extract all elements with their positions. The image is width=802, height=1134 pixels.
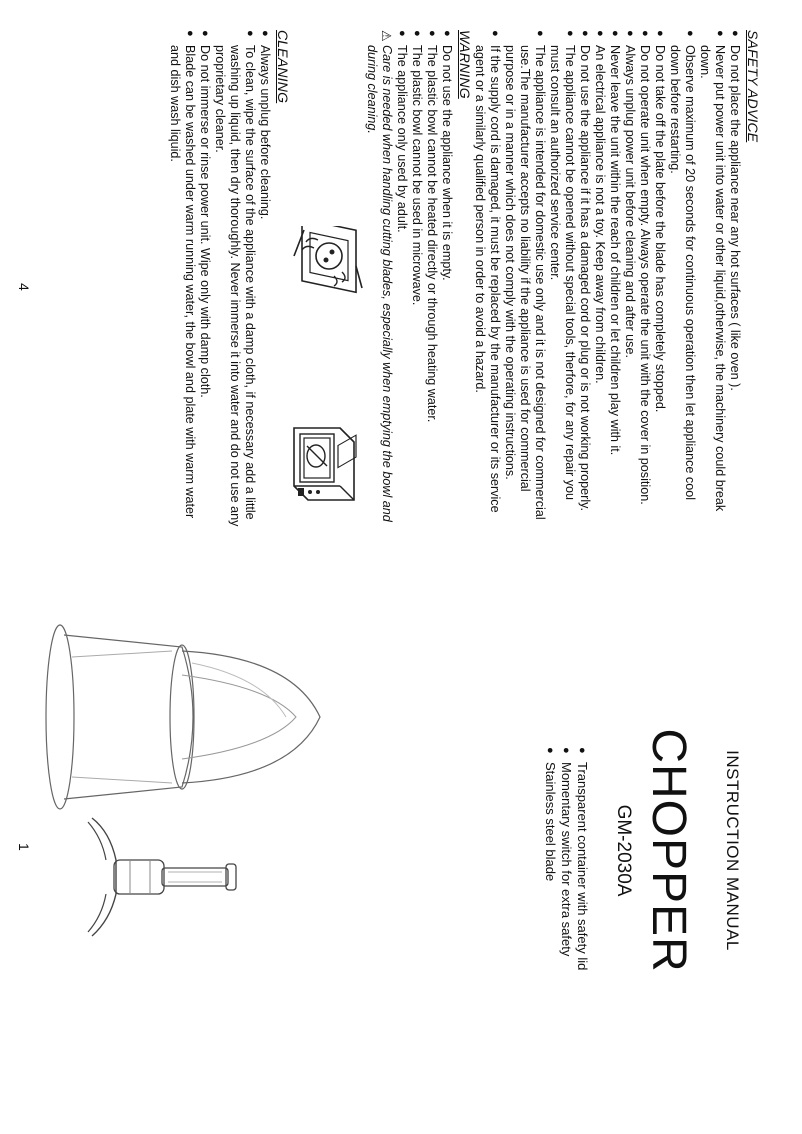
cleaning-list	[167, 30, 272, 530]
safety-item: ● Do not take off the plate before the blade has completely stopped.	[652, 30, 667, 530]
safety-item: ● Do not operate unit when empty. Always operate the unit with the cover in position.	[637, 30, 652, 530]
page-number-1: 1	[16, 843, 32, 851]
feature-item: ● Stainless steel blade	[542, 747, 558, 1107]
warning-triangle-icon: ⚠	[379, 30, 394, 42]
warning-list	[394, 30, 454, 530]
safety-item: ● Do not use the appliance if it has a damaged cord or plug or is not working properly.	[577, 30, 592, 530]
caution-text: Care is needed when handling cutting blades, especially when emptying the bowl and during cleaning.	[365, 45, 394, 522]
warning-item: ● The plastic bowl cannot be used in microwave.	[409, 30, 424, 530]
cleaning-item: ● Always unplug before cleaning.	[257, 30, 272, 530]
warning-item: ● The appliance only used by adult.	[394, 30, 409, 530]
safety-item: ● Always unplug power unit before cleaning and after use.	[622, 30, 637, 530]
safety-advice-list	[472, 30, 742, 530]
safety-item: ● If the supply cord is damaged, it must be replaced by the manufacturer or its service agent or a similarly qualified person in order to avoid a hazard.	[472, 30, 502, 530]
microwave-warning-icon	[292, 424, 358, 504]
socket-water-warning-icon	[292, 226, 364, 306]
manual-title: INSTRUCTION MANUAL	[723, 750, 742, 951]
warning-item: ● Do not use the appliance when it is empty.	[439, 30, 454, 530]
chopper-blade-illustration	[72, 812, 242, 942]
feature-item: ● Momentary switch for extra safety	[558, 747, 574, 1107]
page-number-4: 4	[16, 283, 32, 291]
safety-advice-title: SAFETY ADVICE	[745, 30, 761, 143]
page-4-content	[167, 30, 760, 530]
safety-item: ● Never leave the unit within the reach of children or let children play with it.	[607, 30, 622, 530]
page-1	[0, 567, 802, 1134]
model-number: GM-2030A	[613, 804, 634, 897]
product-name: CHOPPER	[642, 728, 695, 973]
safety-item: ● The appliance cannot be opened without special tools, therfore, for any repair you must consult an authorized service center.	[547, 30, 577, 530]
feature-list	[542, 747, 590, 1107]
safety-item: ● Never put power unit into water or other liquid,otherwise, the machinery could break down.	[697, 30, 727, 530]
cleaning-item: ● To clean, wipe the surface of the appliance with a damp cloth, if necessary add a little washing up liquid, then dry thoroughly. Never immerse it into water and do not use any proprietary cleaner.	[212, 30, 257, 530]
warning-illustrations	[290, 30, 364, 530]
feature-item: ● Transparent container with safety lid	[574, 747, 590, 1107]
safety-item: ● Do not place the appliance near any hot surfaces ( like oven ).	[727, 30, 742, 530]
safety-item: ● An electrical appliance is not a toy. Keep away from children.	[592, 30, 607, 530]
safety-item: ● Observe maximum of 20 seconds for continuous operation then let appliance cool down before restarting.	[667, 30, 697, 530]
caution-note	[364, 30, 394, 530]
cleaning-item: ● Blade can be washed under warm running water, the bowl and plate with warm water and dish wash liquid.	[167, 30, 197, 530]
cleaning-item: ● Do not immerse or rinse power unit. Wipe only with damp cloth.	[197, 30, 212, 530]
warning-item: ● The plastic bowl cannot be heated directly or through heating water.	[424, 30, 439, 530]
cleaning-title: CLEANING	[275, 30, 291, 104]
chopper-bowl-illustration	[32, 617, 332, 817]
safety-item: ● The appliance is intended for domestic use only and it is not designed for commercial use.The manufacturer accepts no liability if the appliance is used for commercial purpose or in a manner which does not comply with the operating instructions.	[502, 30, 547, 530]
warning-title: WARNING	[457, 30, 473, 99]
